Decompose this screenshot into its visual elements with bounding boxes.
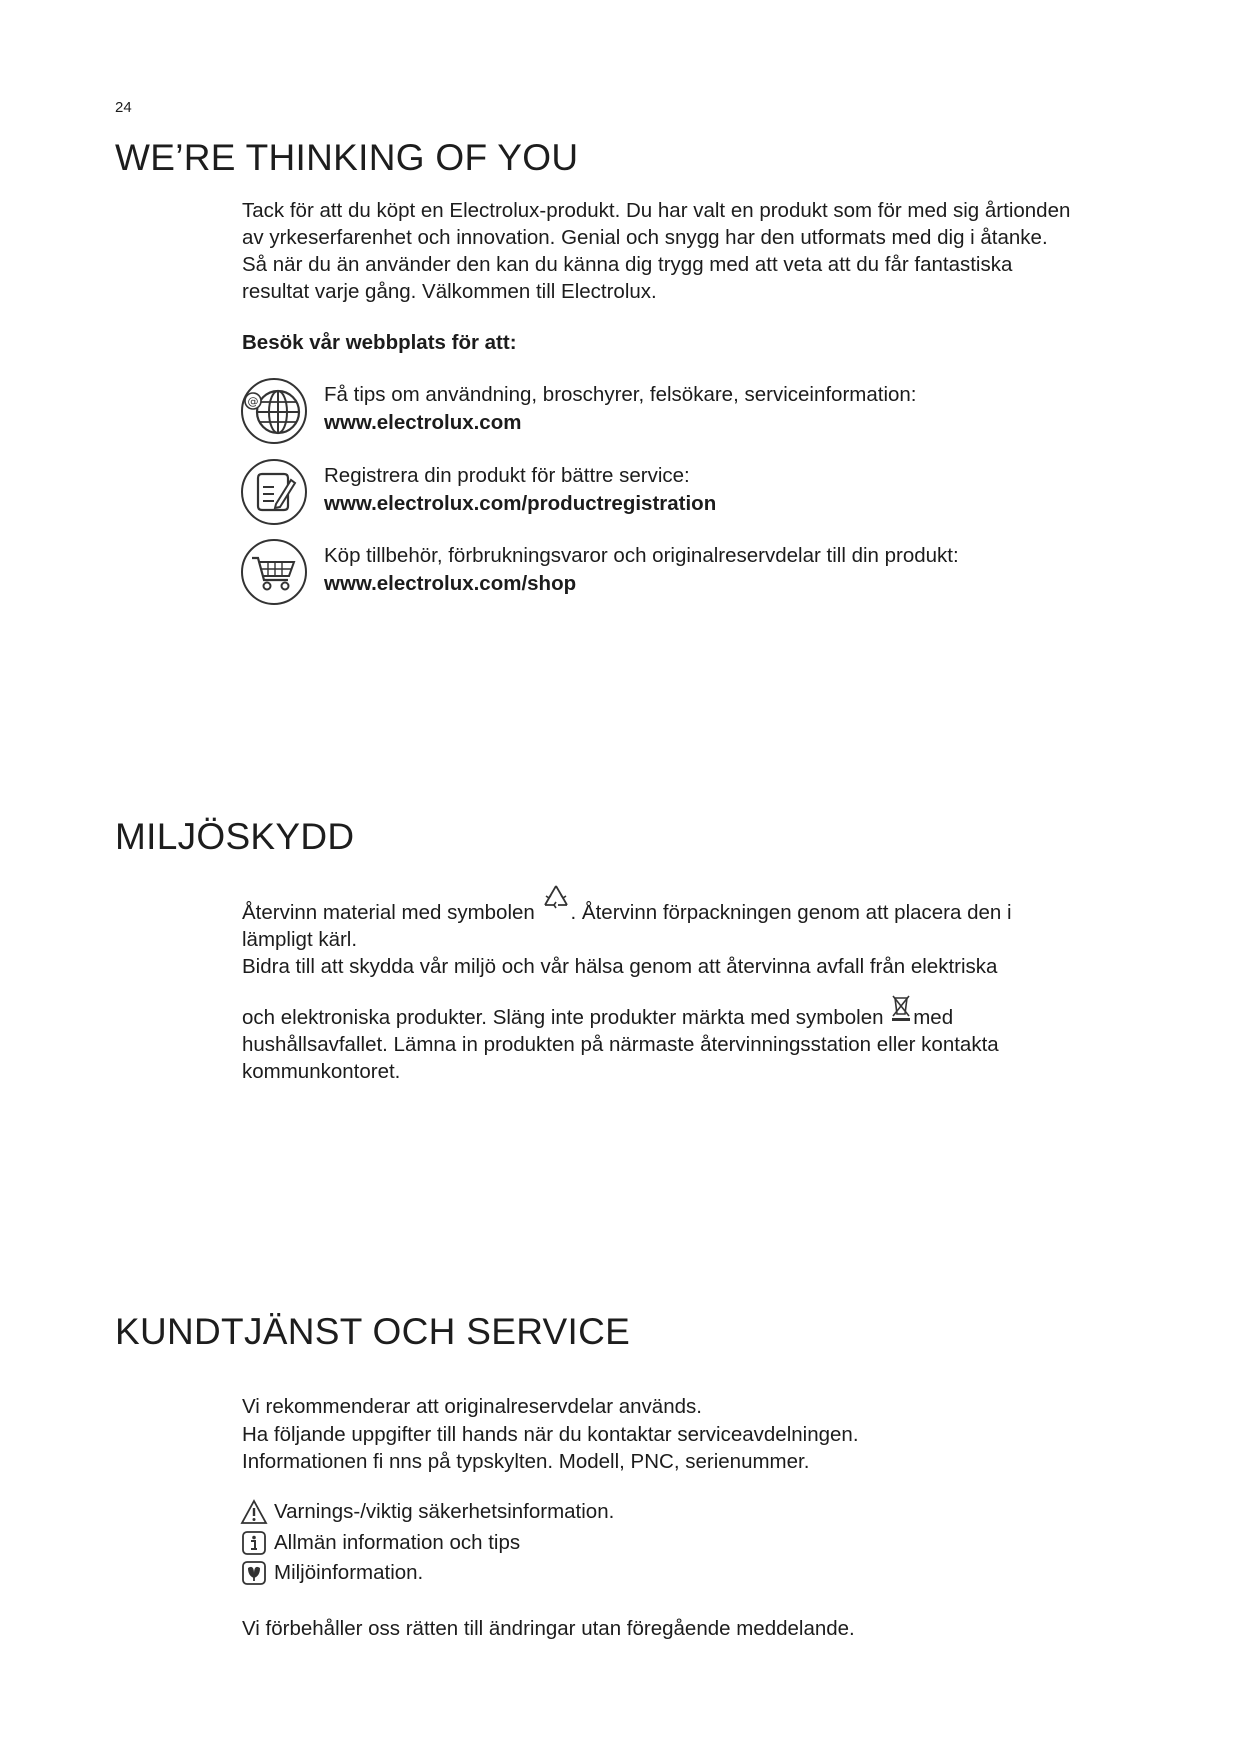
env-line: kommunkontoret. [242, 1060, 401, 1083]
legend-item-warning [240, 1497, 614, 1528]
legend-label: Varnings-/viktig säkerhetsinformation. [274, 1500, 615, 1524]
link-row-registration [240, 458, 1140, 528]
env-line [242, 883, 1142, 926]
shop-link[interactable]: www.electrolux.com/shop [324, 572, 577, 595]
disclaimer: Vi förbehåller oss rätten till ändringar utan föregående meddelande. [242, 1617, 855, 1640]
intro-line: av yrkeserfarenhet och innovation. Genial och snygg har den utformats med dig i åtanke. [242, 226, 1048, 249]
intro-line: resultat varje gång. Välkommen till Electrolux. [242, 280, 657, 303]
environment-icon [240, 1560, 268, 1586]
link-row-tips [240, 377, 1140, 447]
link-description: Registrera din produkt för bättre service: [324, 464, 690, 487]
intro-paragraph [242, 197, 1152, 305]
warning-icon [240, 1499, 268, 1525]
section-title-environment: MILJÖSKYDD [115, 816, 355, 857]
section-title-customer-service: KUNDTJÄNST OCH SERVICE [115, 1311, 631, 1352]
product-registration-link[interactable]: www.electrolux.com/productregistration [324, 492, 717, 515]
intro-line: Tack för att du köpt en Electrolux-produkt. Du har valt en produkt som för med sig årtionden [242, 199, 1071, 222]
service-line: Ha följande uppgifter till hands när du kontaktar serviceavdelningen. [242, 1422, 859, 1446]
registration-icon [240, 458, 308, 526]
env-text: Återvinn material med symbolen [242, 901, 535, 924]
legend-label: Miljöinformation. [274, 1561, 424, 1585]
section-title-thinking-of-you: WE’RE THINKING OF YOU [115, 137, 579, 178]
legend-item-environment [240, 1558, 614, 1589]
service-line: Informationen fi nns på typskylten. Modell, PNC, serienummer. [242, 1450, 810, 1473]
env-text: med [913, 1006, 954, 1029]
link-row-shop [240, 538, 1140, 608]
env-line: lämpligt kärl. [242, 928, 358, 951]
link-description: Köp tillbehör, förbrukningsvaror och originalreservdelar till din produkt: [324, 544, 959, 567]
page-number: 24 [115, 99, 132, 116]
service-line: Vi rekommenderar att originalreservdelar används. [242, 1395, 702, 1418]
crossed-bin-icon [889, 992, 913, 1022]
service-paragraph [242, 1393, 859, 1476]
legend-item-info [240, 1528, 614, 1559]
info-icon [240, 1530, 268, 1556]
globe-icon [240, 377, 308, 445]
visit-website-heading: Besök vår webbplats för att: [242, 331, 517, 354]
recycle-icon [541, 883, 571, 915]
env-line: hushållsavfallet. Lämna in produkten på närmaste återvinningsstation eller kontakta [242, 1033, 999, 1056]
intro-line: Så när du än använder den kan du känna dig trygg med att veta att du får fantastiska [242, 253, 1013, 276]
shopping-cart-icon [240, 538, 308, 606]
env-text: och elektroniska produkter. Släng inte produkter märkta med symbolen [242, 1006, 884, 1029]
svg-text:@: @ [247, 395, 259, 408]
symbol-legend [240, 1497, 614, 1589]
website-link[interactable]: www.electrolux.com [324, 411, 522, 434]
env-line [242, 992, 1142, 1031]
env-text: . Återvinn förpackningen genom att placera den i [570, 901, 1012, 924]
legend-label: Allmän information och tips [274, 1530, 521, 1554]
env-line: Bidra till att skydda vår miljö och vår hälsa genom att återvinna avfall från elektriska [242, 955, 998, 978]
environment-paragraph [242, 883, 1142, 1085]
link-description: Få tips om användning, broschyrer, felsökare, serviceinformation: [324, 383, 917, 406]
